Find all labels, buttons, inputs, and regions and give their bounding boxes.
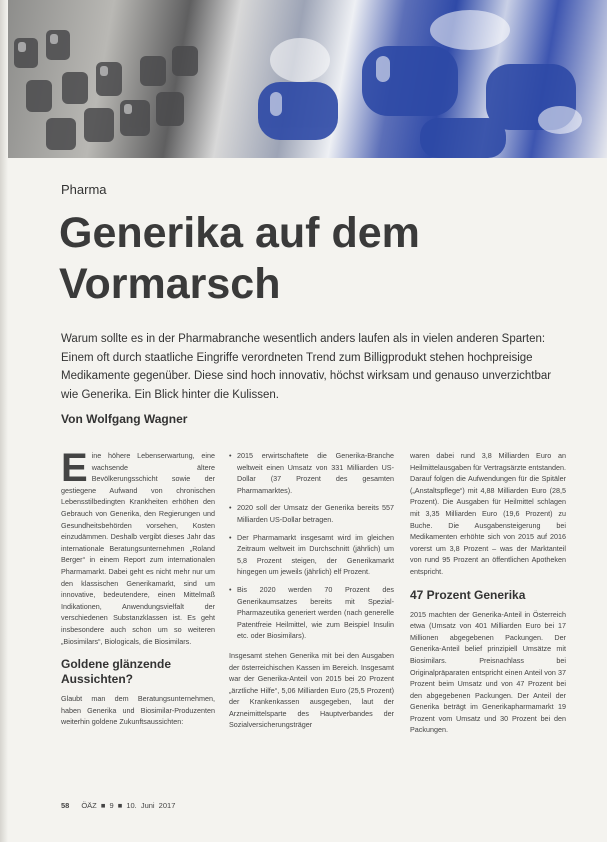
column-3 [410,450,566,742]
body-paragraph: Glaubt man dem Beratungsunternehmen, haben Generika und Biosimilar-Produzenten weiterhin goldene Zukunftsaussichten: [61,694,215,727]
page-number: 58 [61,801,70,810]
body-paragraph: Insgesamt stehen Generika mit bei den Ausgaben der österreichischen Kassen im Bereich. Insgesamt war der Generika-Anteil von 2015 bei 20 Prozent „ärztliche Hilfe“, 5,06 Milliarden Euro (25,5 Prozent) der Krankenkassen ausgegeben, laut der Arzneimittelsparte des Hauptverbandes der Sozialversicherungsträger [229,650,394,730]
bullet-item: • 2015 erwirtschaftete die Generika-Branche weltweit einen Umsatz von 331 Milliarden US-Dollar (37 Prozent des gesamten Pharmamarktes). [229,450,394,496]
intro-paragraph: Eine höhere Lebenserwartung, eine wachsende ältere Bevölkerungsschicht sowie der gestiegene Aufwand von chronischen Lebensstilbedingten Krankheiten erhöhen den Gebrauch von Generika, den Regierungen und Gesundheitsbehörden vorsehen, Kosten einzudämmen. Deshalb vergibt dieses Jahr das internationale Beratungsunternehmen „Roland Berger“ in einem Report zum internationalen Pharmamarkt. Dabei geht es nicht mehr nur um den klassischen Generikamarkt, sind um innovative, bedeutendere, einen Mittelmaß Indikationen, Anwendungsvielfalt der verschiedenen Substanzklassen ist. Es geht insbesondere auch schon um so weiteren „Biosimilars“, Biologicals, die Biosimilars. [61,446,215,646]
lead-paragraph: Warum sollte es in der Pharmabranche wesentlich anders laufen als in vielen anderen Sparten: Einem oft durch staatliche Eingriffe verordneten Trend zum Billigprodukt stehen hochpreisige Medikamente gegenüber. Diese sind hoch innovativ, höchst wirksam und genauso unverzichtbar wie Generika. Ein Blick hinter die Kulissen. [61,333,552,401]
issue-info: ÖÄZ ■ 9 ■ 10. Juni 2017 [81,801,176,810]
author-byline: Von Wolfgang Wagner [61,412,188,426]
blister-packs-photo [0,0,607,158]
page-footer [61,801,175,810]
column-2 [229,450,394,737]
page-title: Generika auf dem Vormarsch [59,209,420,308]
drop-cap: E [61,446,88,490]
scan-edge-shadow [0,0,8,842]
column-1 [61,446,215,734]
bullet-item: • Der Pharmamarkt insgesamt wird im gleichen Zeitraum weltweit im Durchschnitt (jährlich) um 5,8 Prozent steigen, der Generikamarkt hingegen um jeweils (jährlich) elf Prozent. [229,532,394,578]
body-paragraph: waren dabei rund 3,8 Milliarden Euro an Heilmittelausgaben für Vertragsärzte entstanden. Darauf folgen die Aufwendungen für die Spitäler („Anstaltspflege“) mit 4,88 Milliarden Euro (28,5 Prozent). Die Ausgaben für Heilmittel schlagen mit 3,35 Milliarden Euro (19,6 Prozent) zu Buche. Die Ausgabensteigerung bei Medikamenten erhöhte sich von 2015 auf 2016 vorerst um 3,8 Prozent – was der Marktanteil von rund 95 Prozent an öffentlichen Apotheken entspricht. [410,451,566,576]
body-paragraph: 2015 machten der Generika-Anteil in Österreich etwa (Umsatz von 401 Milliarden Euro bei 17 Millionen abgegebenen Packungen. Der Generika-Anteil belief prinzipiell Umsätze mit Biosimilars. Preisnachlass bei Originalpräparaten entspricht einen Anteil von 37 Prozent beim Umsatz und von 47 Prozent bei den abgegebenen Packungen. Der Anteil der Generika beträgt im Generikapharmamarkt 19 Prozent vom Umsatz und 30 Prozent bei den Packungen. [410,609,566,735]
header-photo [0,0,607,158]
bullet-item: • Bis 2020 werden 70 Prozent des Generikaumsatzes bereits mit Spezial-Pharmazeutika generiert werden (nach generelle Patentfreie Heilmittel, wie zum Beispiel Insulin etc. oder Biosimilars). [229,584,394,642]
subheading-47-prozent: 47 Prozent Generika [410,587,526,602]
subheading-goldene-aussichten: Goldene glänzende Aussichten? [61,657,172,687]
section-label: Pharma [61,182,107,197]
bullet-item: • 2020 soll der Umsatz der Generika bereits 557 Milliarden US-Dollar betragen. [229,502,394,525]
